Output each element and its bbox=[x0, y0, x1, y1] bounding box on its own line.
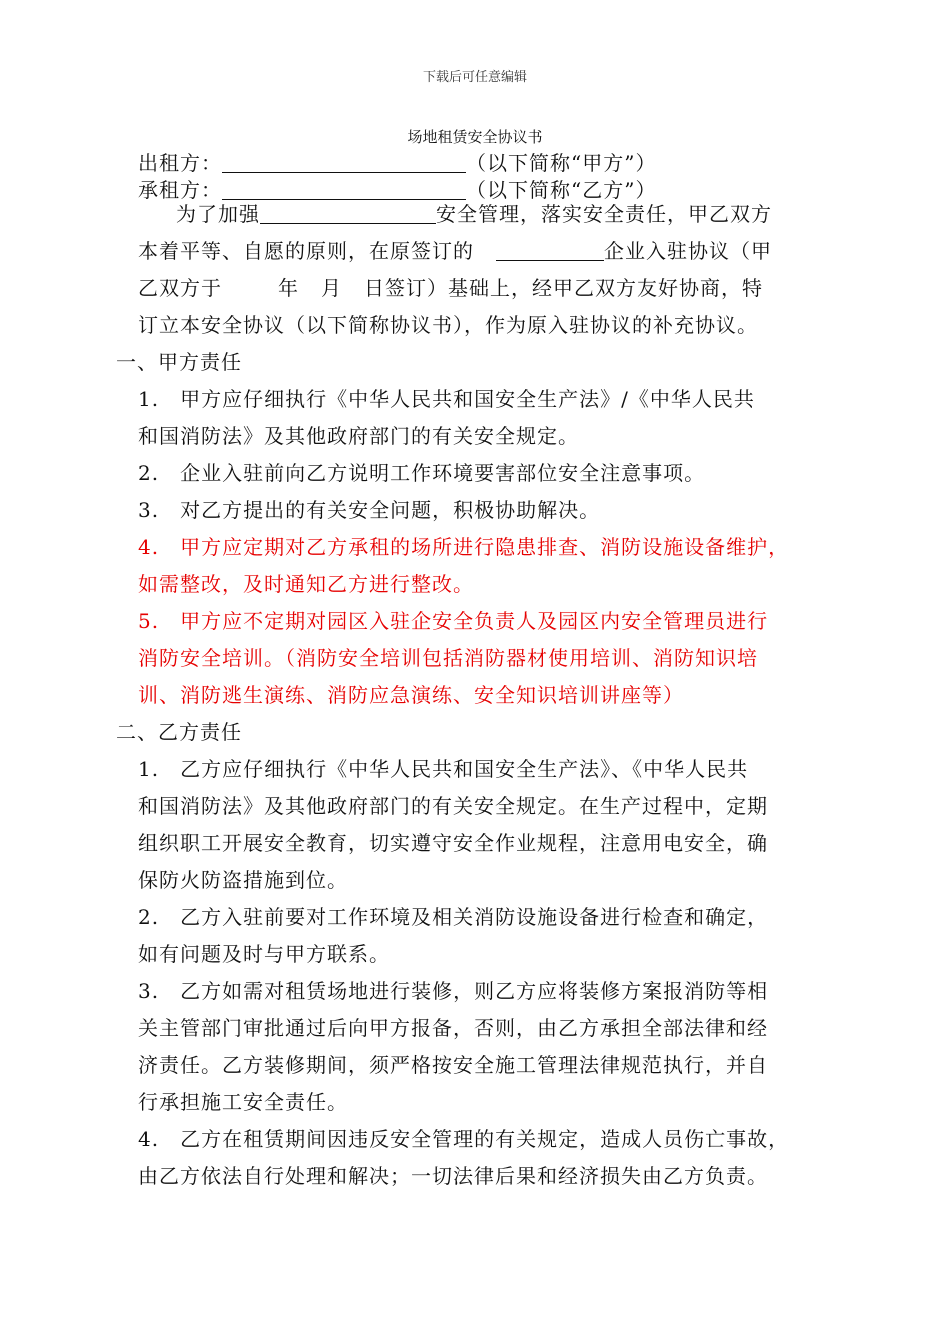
lessor-label: 出租方： bbox=[138, 151, 222, 175]
section2-line: 由乙方依法自行处理和解决；一切法律后果和经济损失由乙方负责。 bbox=[138, 1164, 768, 1188]
intro-line-2 bbox=[138, 238, 772, 264]
section1-line-highlight: 4. 甲方应定期对乙方承租的场所进行隐患排查、消防设施设备维护， bbox=[138, 535, 790, 559]
section1-line: 1. 甲方应仔细执行《中华人民共和国安全生产法》/《中华人民共 bbox=[138, 387, 755, 411]
section1-line-highlight: 训、消防逃生演练、消防应急演练、安全知识培训讲座等） bbox=[138, 683, 684, 707]
lessee-label: 承租方： bbox=[138, 178, 222, 202]
management-scope-blank[interactable] bbox=[260, 203, 436, 224]
section1-line: 和国消防法》及其他政府部门的有关安全规定。 bbox=[138, 424, 579, 448]
intro-text: 本着平等、自愿的原则，在原签订的 bbox=[138, 239, 474, 263]
intro-text: 日签订）基础上，经甲乙双方友好协商，特 bbox=[364, 276, 763, 300]
intro-line-4: 订立本安全协议（以下简称协议书），作为原入驻协议的补充协议。 bbox=[138, 313, 758, 337]
intro-text: 为了加强 bbox=[176, 202, 260, 226]
section1-line-highlight: 5. 甲方应不定期对园区入驻企安全负责人及园区内安全管理员进行 bbox=[138, 609, 769, 633]
section1-line: 2. 企业入驻前向乙方说明工作环境要害部位安全注意事项。 bbox=[138, 461, 706, 485]
section2-line: 如有问题及时与甲方联系。 bbox=[138, 942, 390, 966]
section1-line: 3. 对乙方提出的有关安全问题，积极协助解决。 bbox=[138, 498, 601, 522]
section2-line: 关主管部门审批通过后向甲方报备，否则，由乙方承担全部法律和经 bbox=[138, 1016, 768, 1040]
intro-line-3 bbox=[138, 275, 763, 301]
section2-heading: 二、乙方责任 bbox=[116, 720, 242, 744]
section1-line-highlight: 消防安全培训。（消防安全培训包括消防器材使用培训、消防知识培 bbox=[138, 646, 758, 670]
section2-line: 4. 乙方在租赁期间因违反安全管理的有关规定，造成人员伤亡事故， bbox=[138, 1127, 790, 1151]
header-note: 下载后可任意编辑 bbox=[422, 70, 527, 85]
lessor-suffix: （以下简称“甲方”） bbox=[466, 151, 657, 175]
lessee-name-blank[interactable] bbox=[222, 179, 466, 200]
lessee-line bbox=[138, 177, 656, 203]
agreement-name-blank[interactable] bbox=[496, 240, 604, 261]
lessee-suffix: （以下简称“乙方”） bbox=[466, 178, 657, 202]
section2-line: 组织职工开展安全教育，切实遵守安全作业规程，注意用电安全，确 bbox=[138, 831, 768, 855]
section2-line: 济责任。乙方装修期间，须严格按安全施工管理法律规范执行，并自 bbox=[138, 1053, 768, 1077]
section2-line: 3. 乙方如需对租赁场地进行装修，则乙方应将装修方案报消防等相 bbox=[138, 979, 769, 1003]
intro-line-1 bbox=[176, 201, 772, 227]
intro-text: 安全管理，落实安全责任，甲乙双方 bbox=[436, 202, 772, 226]
section1-heading: 一、甲方责任 bbox=[116, 350, 242, 374]
intro-text: 乙双方于 bbox=[138, 276, 222, 300]
intro-text: 企业入驻协议（甲 bbox=[604, 239, 772, 263]
month-label: 月 bbox=[321, 276, 342, 300]
section2-line: 保防火防盗措施到位。 bbox=[138, 868, 348, 892]
lessor-name-blank[interactable] bbox=[222, 152, 466, 173]
section2-line: 2. 乙方入驻前要对工作环境及相关消防设施设备进行检查和确定， bbox=[138, 905, 769, 929]
section2-line: 行承担施工安全责任。 bbox=[138, 1090, 348, 1114]
section2-line: 和国消防法》及其他政府部门的有关安全规定。在生产过程中，定期 bbox=[138, 794, 768, 818]
section1-line-highlight: 如需整改，及时通知乙方进行整改。 bbox=[138, 572, 474, 596]
lessor-line bbox=[138, 150, 656, 176]
document-title: 场地租赁安全协议书 bbox=[407, 128, 543, 146]
section2-line: 1. 乙方应仔细执行《中华人民共和国安全生产法》、《中华人民共 bbox=[138, 757, 749, 781]
year-label: 年 bbox=[278, 276, 299, 300]
